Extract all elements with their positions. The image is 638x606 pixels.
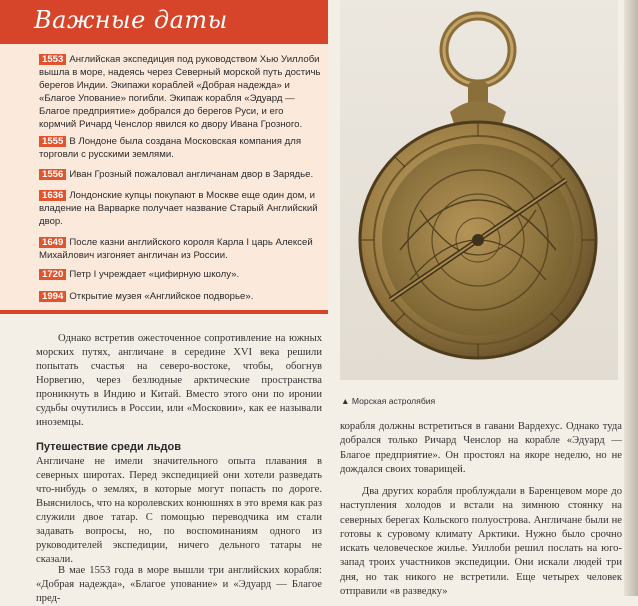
date-entry-1636 <box>39 189 321 228</box>
key-dates-title: Важные даты <box>34 6 228 34</box>
date-text: Иван Грозный пожаловал англичанам двор в Зарядье. <box>69 169 314 180</box>
intro-paragraph: Однако встретив ожесточенное сопротивление на южных морских путях, англичане в середине XVI века решили попытать счастья на северо-востоке, чтобы, обогнув Норвегию, через безлюдные арктические пространства проникнуть в Индию и Китай. Вместо этого они по иронии судьбы очутились в России, или «Московии», как ее называли иноземцы. <box>36 333 322 428</box>
date-entry-1994 <box>39 290 321 303</box>
date-entry-1555 <box>39 135 321 161</box>
year-badge: 1555 <box>39 136 66 147</box>
key-dates-box <box>0 0 328 314</box>
astrolabe-illustration <box>340 0 618 380</box>
year-badge: 1636 <box>39 190 66 201</box>
date-text: Лондонские купцы покупают в Москве еще один дом, и владение на Варварке получает название Старый Английский двор. <box>39 190 318 227</box>
last-paragraph: В мае 1553 года в море вышли три английских корабля: «Добрая надежда», «Благое упование» и «Эдуард — Благое пред- <box>36 565 322 604</box>
date-text: Английская экспедиция под руководством Хью Уиллоби вышла в море, надеясь через Северный морской путь достичь берегов Индии. Экипажи кораблей «Добрая надежда» и «Благое Упование» погибли. Экипаж корабля «Эдуард — Благое предприятие» добрался до берегов Руси, и его кормчий Ричард Ченслор явился ко двору Ивана Грозного. <box>39 54 321 130</box>
year-badge: 1553 <box>39 54 66 65</box>
year-badge: 1994 <box>39 291 66 302</box>
photo-caption: ▲ Морская астролябия <box>341 396 436 406</box>
key-dates-header <box>0 0 328 44</box>
year-badge: 1556 <box>39 169 66 180</box>
date-text: В Лондоне была создана Московская компания для торговли с русскими землями. <box>39 136 302 160</box>
date-text: Открытие музея «Английское подворье». <box>69 291 254 302</box>
date-entry-1720 <box>39 268 321 281</box>
date-text: Петр I учреждает «цифирную школу». <box>69 269 240 280</box>
right-paragraph-2: Два других корабля проблуждали в Баренцевом море до наступления холодов и встали на зимнюю стоянку на северных берегах Кольского полуострова. Англичане были не готовы к суровому климату Арктики. Нужно было срочно искать человеческое жилье. Уиллоби решил послать на юго-запад троих участников экспедиции. Они искали людей три дня, но так никого не встретили. Еще четырех человек отправили «в разведку» <box>340 486 622 598</box>
section-heading: Путешествие среди льдов <box>36 441 181 453</box>
date-entry-1649 <box>39 236 321 262</box>
section-paragraph: Англичане не имели значительного опыта плавания в северных широтах. Перед экспедицией они хотели разведать что-нибудь о землях, в которые могут попасть по дороге. Выяснилось, что на королевских конюшнях в это время как раз служили двое татар. С помощью переводчика им стали задавать вопросы, но, по воспоминаниям одного из руководителей экспедиции, ничего дельного татары не сказали. <box>36 456 322 565</box>
year-badge: 1649 <box>39 237 66 248</box>
date-text: После казни английского короля Карла I царь Алексей Михайлович изгоняет англичан из России. <box>39 237 313 261</box>
year-badge: 1720 <box>39 269 66 280</box>
right-paragraph-1: корабля должны встретиться в гавани Вардехус. Однако туда добрался только Ричард Ченслор на корабле «Эдуард — Благое предприятие». Он простоял на якоре неделю, но не дождался своих товарищей. <box>340 421 622 475</box>
page-gutter <box>624 0 638 596</box>
astrolabe-photo <box>340 0 618 380</box>
date-entry-1553 <box>39 53 321 131</box>
date-entry-1556 <box>39 168 321 181</box>
